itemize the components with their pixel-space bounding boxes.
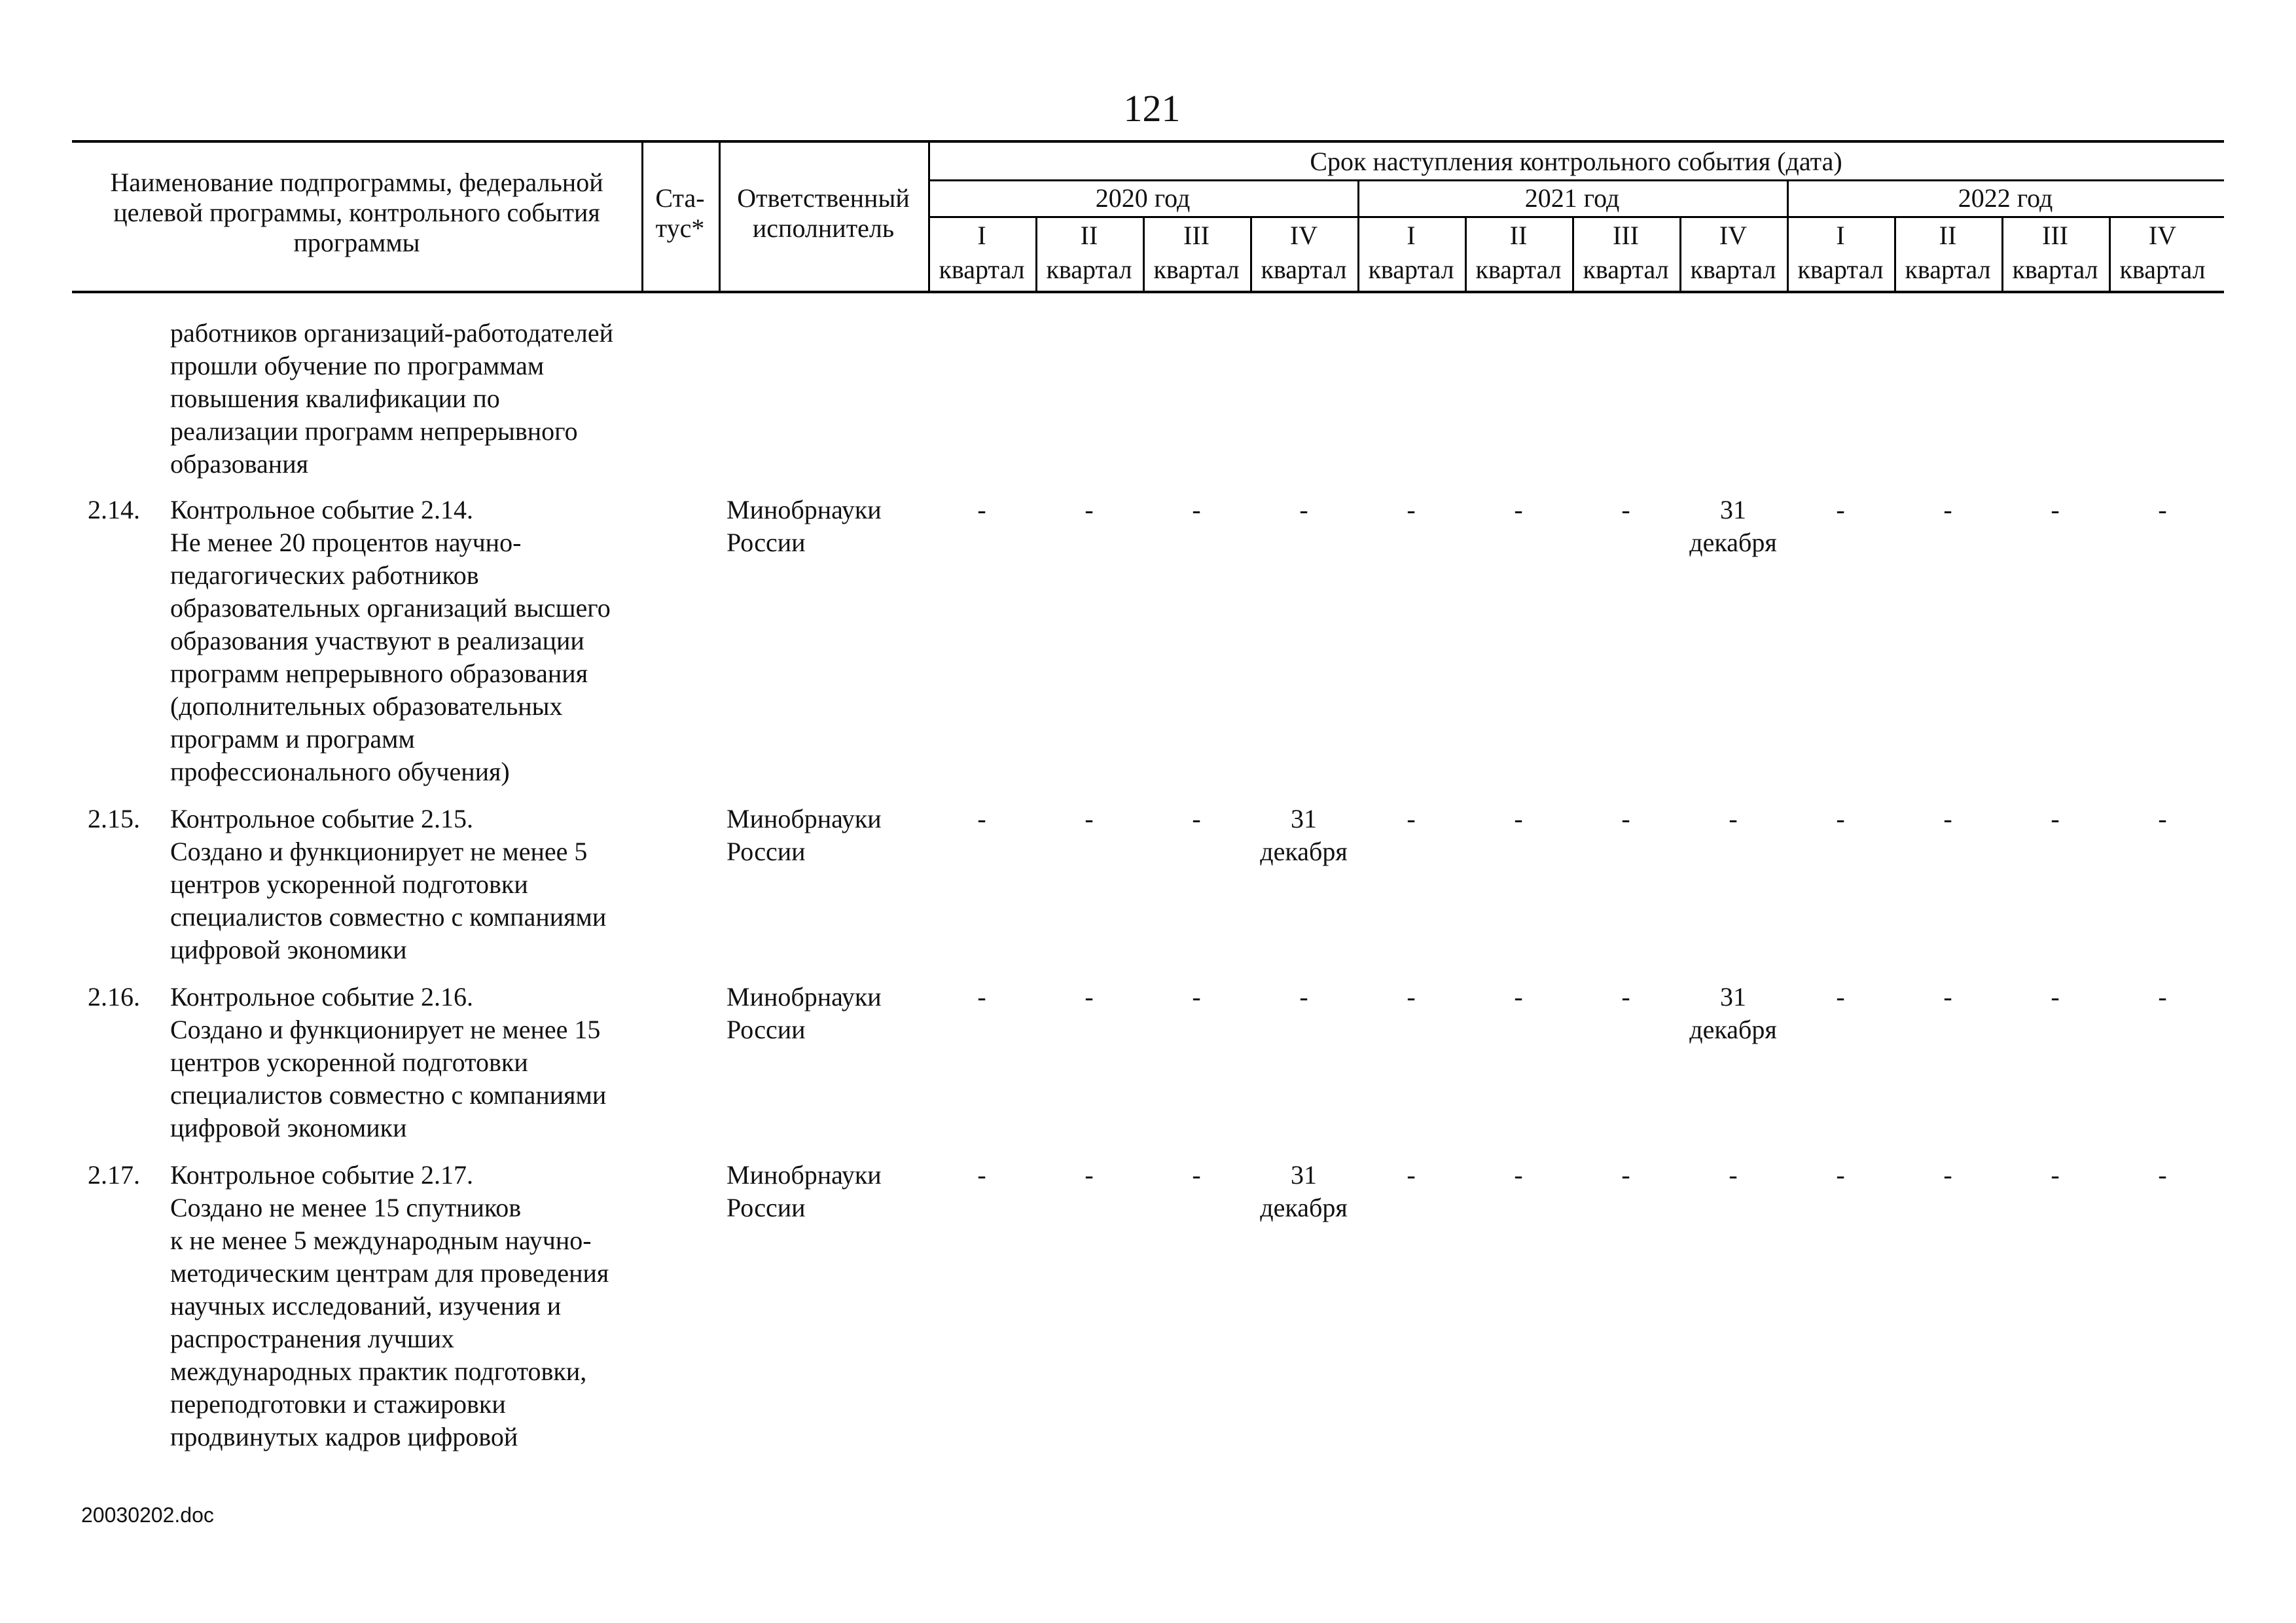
deadline-cell xyxy=(1357,803,1465,835)
description-line: методическим центрам для проведения xyxy=(170,1258,609,1288)
quarter-label: квартал xyxy=(2119,255,2206,284)
deadline-cell xyxy=(1143,981,1250,1013)
deadline-cell xyxy=(1143,494,1250,526)
responsible-executor xyxy=(726,494,962,559)
deadline-cell xyxy=(1894,981,2001,1013)
executor-line: России xyxy=(726,837,806,866)
deadline-value: декабря xyxy=(1260,1193,1348,1222)
quarter-numeral: IV xyxy=(2148,221,2177,250)
deadline-cell xyxy=(928,1159,1035,1192)
deadline-cell xyxy=(1357,494,1465,526)
description-line: профессионального обучения) xyxy=(170,757,510,786)
description-line: работников организаций-работодателей xyxy=(170,318,614,348)
description-line: научных исследований, изучения и xyxy=(170,1291,562,1321)
deadline-value: - xyxy=(1621,982,1630,1012)
description-line: центров ускоренной подготовки xyxy=(170,869,528,899)
executor-line: Минобрнауки xyxy=(726,495,882,524)
deadline-cell xyxy=(1787,981,1894,1013)
table-header xyxy=(72,140,2224,293)
description-line: программ и программ xyxy=(170,724,415,754)
description-line: специалистов совместно с компаниями xyxy=(170,902,607,932)
deadline-cell xyxy=(1572,1159,1679,1192)
deadline-cell xyxy=(2109,494,2216,526)
quarter-numeral: III xyxy=(1183,221,1210,250)
deadline-cell xyxy=(1894,803,2001,835)
deadline-value: - xyxy=(2051,495,2060,524)
deadline-value: 31 xyxy=(1720,982,1746,1012)
event-description xyxy=(170,317,713,481)
deadline-cell xyxy=(1357,1159,1465,1192)
deadline-cell xyxy=(1679,981,1787,1046)
deadline-value: - xyxy=(1836,1160,1845,1190)
executor-line: Минобрнауки xyxy=(726,982,882,1012)
deadline-value: - xyxy=(977,982,986,1012)
quarter-label: квартал xyxy=(1153,255,1240,284)
quarter-header xyxy=(1894,219,2001,287)
deadline-value: 31 xyxy=(1291,1160,1317,1190)
deadline-value: - xyxy=(1514,495,1523,524)
quarter-label: квартал xyxy=(1905,255,1991,284)
deadline-cell xyxy=(1787,494,1894,526)
deadline-cell xyxy=(1250,803,1357,868)
description-line: специалистов совместно с компаниями xyxy=(170,1080,607,1110)
year-header: 2021 год xyxy=(1524,183,1620,213)
deadline-value: - xyxy=(977,495,986,524)
deadline-value: - xyxy=(2158,495,2167,524)
quarter-header xyxy=(2109,219,2216,287)
description-line: Не менее 20 процентов научно- xyxy=(170,528,522,557)
event-description xyxy=(170,1159,713,1453)
deadline-value: - xyxy=(1407,804,1416,833)
page-number: 121 xyxy=(1123,87,1181,130)
deadline-cell xyxy=(2109,1159,2216,1192)
quarter-numeral: II xyxy=(1939,221,1957,250)
event-description xyxy=(170,494,713,788)
deadline-cell xyxy=(1572,494,1679,526)
deadline-value: декабря xyxy=(1689,528,1777,557)
description-line: образования xyxy=(170,449,308,479)
deadline-value: - xyxy=(1085,495,1094,524)
deadline-cell xyxy=(2001,1159,2109,1192)
quarter-header xyxy=(928,219,1035,287)
deadline-value: - xyxy=(1299,982,1308,1012)
deadline-value: - xyxy=(1192,495,1201,524)
responsible-executor xyxy=(726,981,962,1046)
deadline-header: Срок наступления контрольного события (дата) xyxy=(1310,147,1842,176)
description-line: образования участвуют в реализации xyxy=(170,626,584,655)
deadline-value: - xyxy=(1514,982,1523,1012)
deadline-cell xyxy=(1035,1159,1143,1192)
deadline-value: - xyxy=(1085,804,1094,833)
deadline-cell xyxy=(2001,494,2109,526)
status-column-header: Ста- тус* xyxy=(655,183,705,243)
deadline-cell xyxy=(1465,803,1572,835)
quarter-label: квартал xyxy=(1797,255,1884,284)
description-line: Создано и функционирует не менее 15 xyxy=(170,1015,601,1044)
description-line: образовательных организаций высшего xyxy=(170,593,611,623)
description-line: переподготовки и стажировки xyxy=(170,1389,506,1419)
deadline-value: - xyxy=(1085,982,1094,1012)
deadline-value: - xyxy=(2158,1160,2167,1190)
event-number: 2.15. xyxy=(88,804,140,833)
quarter-header xyxy=(1679,219,1787,287)
quarter-label: квартал xyxy=(1690,255,1776,284)
description-line: распространения лучших xyxy=(170,1324,455,1353)
quarter-numeral: IV xyxy=(1719,221,1748,250)
quarter-numeral: III xyxy=(2042,221,2068,250)
description-line: цифровой экономики xyxy=(170,935,407,964)
deadline-value: - xyxy=(1943,495,1952,524)
description-line: Контрольное событие 2.17. xyxy=(170,1160,474,1190)
deadline-cell xyxy=(1787,1159,1894,1192)
deadline-cell xyxy=(928,803,1035,835)
quarter-numeral: III xyxy=(1613,221,1639,250)
quarter-header xyxy=(2001,219,2109,287)
year-header: 2020 год xyxy=(1095,183,1191,213)
description-line: реализации программ непрерывного xyxy=(170,416,578,446)
executor-line: Минобрнауки xyxy=(726,1160,882,1190)
quarter-header xyxy=(1465,219,1572,287)
executor-line: России xyxy=(726,1015,806,1044)
description-line: центров ускоренной подготовки xyxy=(170,1048,528,1077)
deadline-value: - xyxy=(1085,1160,1094,1190)
footer-filename: 20030202.doc xyxy=(81,1503,214,1527)
deadline-cell xyxy=(2109,981,2216,1013)
quarter-numeral: II xyxy=(1080,221,1098,250)
deadline-cell xyxy=(1679,803,1787,835)
deadline-value: - xyxy=(1943,982,1952,1012)
description-line: международных практик подготовки, xyxy=(170,1357,587,1386)
deadline-value: - xyxy=(1943,1160,1952,1190)
quarter-label: квартал xyxy=(1368,255,1454,284)
executor-line: России xyxy=(726,528,806,557)
deadline-cell xyxy=(928,981,1035,1013)
header-divider xyxy=(928,179,2224,181)
quarter-header xyxy=(1357,219,1465,287)
quarter-label: квартал xyxy=(1583,255,1669,284)
event-number: 2.17. xyxy=(88,1160,140,1190)
deadline-value: - xyxy=(2158,982,2167,1012)
deadline-cell xyxy=(1679,494,1787,559)
quarter-header xyxy=(1143,219,1250,287)
responsible-executor xyxy=(726,1159,962,1224)
quarter-numeral: I xyxy=(1836,221,1845,250)
deadline-value: - xyxy=(977,1160,986,1190)
deadline-value: - xyxy=(2158,804,2167,833)
deadline-value: - xyxy=(1621,804,1630,833)
deadline-value: - xyxy=(1514,804,1523,833)
deadline-value: - xyxy=(2051,804,2060,833)
deadline-value: - xyxy=(1836,982,1845,1012)
deadline-value: - xyxy=(1836,495,1845,524)
deadline-cell xyxy=(928,494,1035,526)
description-line: продвинутых кадров цифровой xyxy=(170,1422,518,1451)
quarter-numeral: II xyxy=(1509,221,1528,250)
deadline-value: - xyxy=(1407,495,1416,524)
deadline-cell xyxy=(2001,981,2109,1013)
quarter-numeral: I xyxy=(977,221,986,250)
deadline-cell xyxy=(1679,1159,1787,1192)
deadline-cell xyxy=(1572,981,1679,1013)
deadline-value: - xyxy=(1621,495,1630,524)
description-line: Создано не менее 15 спутников xyxy=(170,1193,522,1222)
deadline-cell xyxy=(1465,1159,1572,1192)
quarter-header xyxy=(1572,219,1679,287)
deadline-value: декабря xyxy=(1689,1015,1777,1044)
deadline-value: - xyxy=(1192,982,1201,1012)
year-header: 2022 год xyxy=(1958,183,2053,213)
event-description xyxy=(170,981,713,1144)
deadline-cell xyxy=(1143,1159,1250,1192)
deadline-value: - xyxy=(2051,1160,2060,1190)
executor-column-header: Ответственный исполнитель xyxy=(737,183,910,243)
deadline-value: - xyxy=(1192,1160,1201,1190)
deadline-cell xyxy=(1250,1159,1357,1224)
deadline-value: - xyxy=(1836,804,1845,833)
deadline-cell xyxy=(1250,494,1357,526)
quarter-header xyxy=(1787,219,1894,287)
deadline-cell xyxy=(1894,1159,2001,1192)
description-line: Контрольное событие 2.15. xyxy=(170,804,474,833)
deadline-value: 31 xyxy=(1720,495,1746,524)
event-number: 2.14. xyxy=(88,495,140,524)
deadline-cell xyxy=(1357,981,1465,1013)
deadline-cell xyxy=(2001,803,2109,835)
deadline-value: - xyxy=(1943,804,1952,833)
deadline-value: 31 xyxy=(1291,804,1317,833)
deadline-value: - xyxy=(1729,804,1738,833)
description-line: педагогических работников xyxy=(170,560,479,590)
deadline-cell xyxy=(1250,981,1357,1013)
quarter-label: квартал xyxy=(939,255,1025,284)
deadline-cell xyxy=(1143,803,1250,835)
quarter-numeral: IV xyxy=(1289,221,1318,250)
deadline-value: - xyxy=(1192,804,1201,833)
description-line: повышения квалификации по xyxy=(170,384,500,413)
description-line: программ непрерывного образования xyxy=(170,659,588,688)
deadline-cell xyxy=(1572,803,1679,835)
deadline-cell xyxy=(1035,494,1143,526)
quarter-header xyxy=(1250,219,1357,287)
name-column-header: Наименование подпрограммы, федеральной целевой программы, контрольного события программы xyxy=(110,168,603,257)
deadline-cell xyxy=(1035,981,1143,1013)
quarter-label: квартал xyxy=(1261,255,1347,284)
deadline-value: - xyxy=(977,804,986,833)
quarter-label: квартал xyxy=(1475,255,1562,284)
description-line: Контрольное событие 2.14. xyxy=(170,495,474,524)
description-line: прошли обучение по программам xyxy=(170,351,545,380)
event-description xyxy=(170,803,713,966)
description-line: Создано и функционирует не менее 5 xyxy=(170,837,588,866)
deadline-value: - xyxy=(1514,1160,1523,1190)
executor-line: России xyxy=(726,1193,806,1222)
deadline-cell xyxy=(2109,803,2216,835)
quarter-label: квартал xyxy=(2012,255,2098,284)
description-line: (дополнительных образовательных xyxy=(170,691,563,721)
description-line: цифровой экономики xyxy=(170,1113,407,1142)
deadline-cell xyxy=(1465,494,1572,526)
description-line: к не менее 5 международным научно- xyxy=(170,1226,592,1255)
deadline-value: - xyxy=(1407,982,1416,1012)
quarter-numeral: I xyxy=(1407,221,1416,250)
deadline-cell xyxy=(1894,494,2001,526)
deadline-value: - xyxy=(2051,982,2060,1012)
deadline-value: - xyxy=(1729,1160,1738,1190)
deadline-value: - xyxy=(1299,495,1308,524)
quarter-label: квартал xyxy=(1046,255,1132,284)
deadline-value: декабря xyxy=(1260,837,1348,866)
deadline-value: - xyxy=(1407,1160,1416,1190)
responsible-executor xyxy=(726,803,962,868)
quarter-header xyxy=(1035,219,1143,287)
deadline-cell xyxy=(1035,803,1143,835)
header-divider xyxy=(928,216,2224,218)
event-number: 2.16. xyxy=(88,982,140,1012)
description-line: Контрольное событие 2.16. xyxy=(170,982,474,1012)
deadline-value: - xyxy=(1621,1160,1630,1190)
deadline-cell xyxy=(1787,803,1894,835)
executor-line: Минобрнауки xyxy=(726,804,882,833)
deadline-cell xyxy=(1465,981,1572,1013)
